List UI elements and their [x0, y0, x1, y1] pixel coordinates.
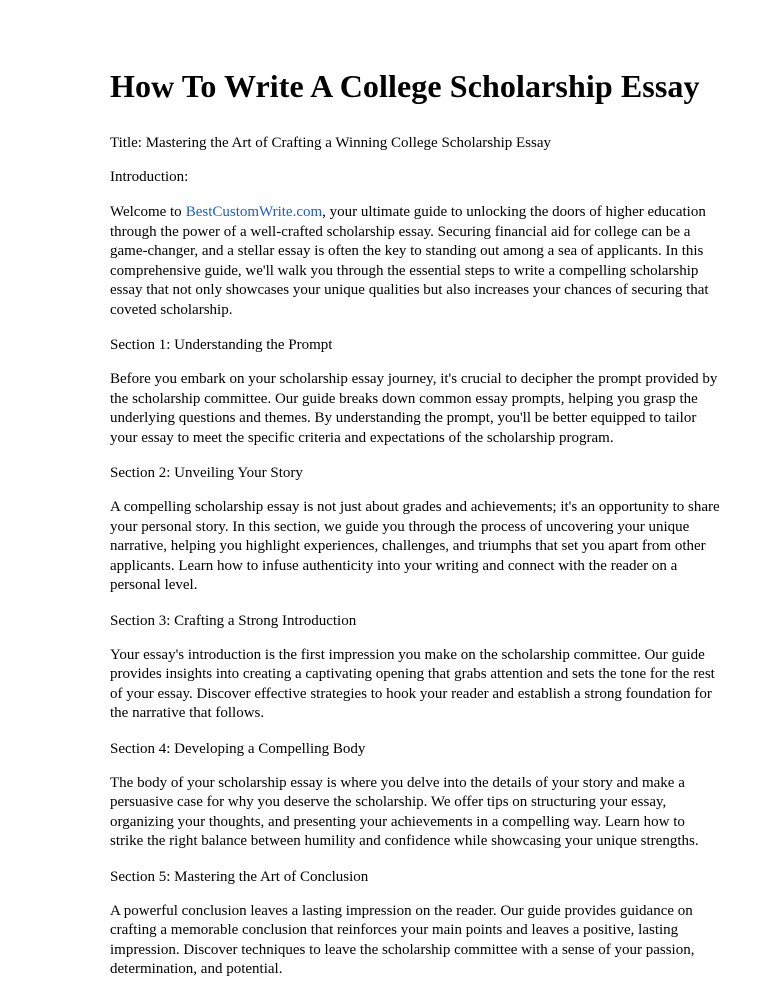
bestcustomwrite-link[interactable]: BestCustomWrite.com — [185, 204, 323, 220]
section-5-title: Section 5: Mastering the Art of Conclusion — [110, 868, 369, 885]
section-3-body: Your essay's introduction is the first impression you make on the scholarship committee. Our guide provides insights into creating a captivating opening that grabs attention and sets the tone for the rest of your essay. Discover effective strategies to hook your reader and establish a strong foundation for the narrative that follows. — [110, 646, 715, 721]
page-title: How To Write A College Scholarship Essay — [110, 68, 700, 104]
intro-rest-text: , your ultimate guide to unlocking the doors of higher education through the power of a well-crafted scholarship essay. Securing financial aid for college can be a game-changer, and a stellar essay is often the key to standing out among a sea of applicants. In this comprehensive guide, we'll walk you through the essential steps to write a compelling scholarship essay that not only showcases your unique qualities but also increases your chances of securing that coveted scholarship. — [110, 204, 709, 318]
section-4-title: Section 4: Developing a Compelling Body — [110, 740, 366, 757]
section-5-body: A powerful conclusion leaves a lasting impression on the reader. Our guide provides guidance on crafting a memorable conclusion that reinforces your main points and leaves a positive, lasting impression. Discover techniques to leave the scholarship committee with a sense of your passion, determination, and potential. — [110, 902, 695, 977]
section-4-body: The body of your scholarship essay is where you delve into the details of your story and make a persuasive case for why you deserve the scholarship. We offer tips on structuring your essay, organizing your thoughts, and presenting your achievements in a compelling way. Learn how to strike the right balance between humility and confidence while showcasing your unique strengths. — [110, 774, 699, 849]
intro-lead-text: Welcome to — [110, 204, 182, 220]
introduction-paragraph — [110, 203, 720, 320]
document-page — [110, 68, 720, 980]
section-1-body: Before you embark on your scholarship essay journey, it's crucial to decipher the prompt provided by the scholarship committee. Our guide breaks down common essay prompts, helping you grasp the underlying questions and themes. By understanding the prompt, you'll be better equipped to tailor your essay to meet the specific criteria and expectations of the scholarship program. — [110, 371, 718, 446]
section-2-body: A compelling scholarship essay is not just about grades and achievements; it's an opportunity to share your personal story. In this section, we guide you through the process of uncovering your unique narrative, helping you highlight experiences, challenges, and triumphs that set you apart from other applicants. Learn how to infuse authenticity into your writing and connect with the reader on a personal level. — [110, 499, 720, 593]
section-3-title: Section 3: Crafting a Strong Introduction — [110, 612, 357, 629]
section-2-title: Section 2: Unveiling Your Story — [110, 465, 303, 481]
section-1-title: Section 1: Understanding the Prompt — [110, 337, 333, 353]
document-title-line: Title: Mastering the Art of Crafting a Winning College Scholarship Essay — [110, 135, 552, 151]
introduction-label: Introduction: — [110, 169, 189, 185]
